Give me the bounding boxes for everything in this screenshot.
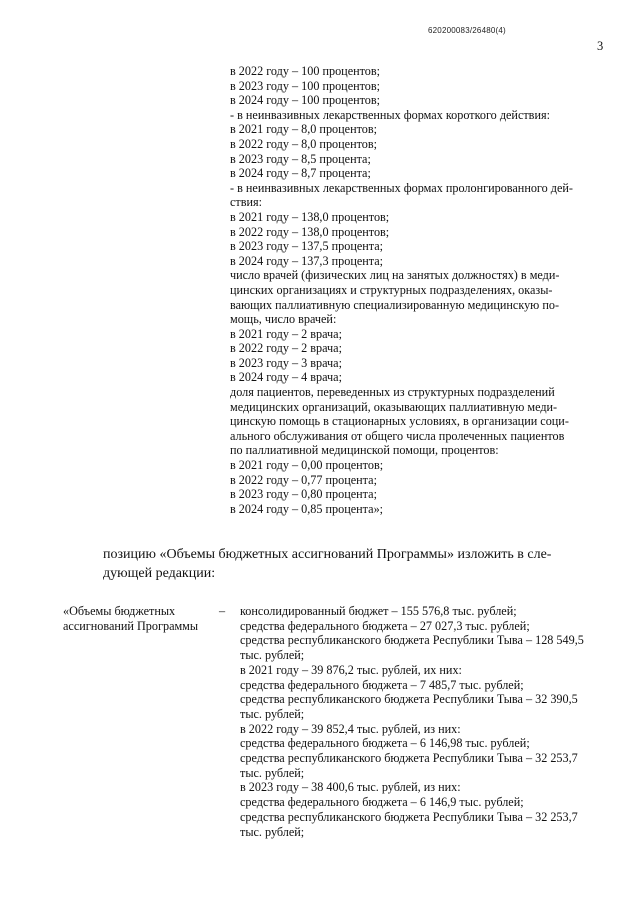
- text-line: в 2023 году – 38 400,6 тыс. рублей, из них:: [240, 780, 461, 795]
- text-line: мощь, число врачей:: [230, 312, 337, 327]
- text-line: в 2021 году – 2 врача;: [230, 326, 342, 341]
- text-line: вающих паллиативную специализированную медицинскую по-: [230, 297, 559, 312]
- intro-paragraph: [103, 545, 608, 583]
- position-label: [63, 604, 213, 633]
- text-line: в 2023 году – 3 врача;: [230, 355, 342, 370]
- text-line: тыс. рублей;: [240, 706, 305, 721]
- text-line: в 2024 году – 137,3 процента;: [230, 253, 384, 268]
- text-line: консолидированный бюджет – 155 576,8 тыс. рублей;: [240, 604, 517, 618]
- text-line: тыс. рублей;: [240, 648, 305, 663]
- text-line: медицинских организаций, оказывающих паллиативную меди-: [230, 399, 558, 414]
- text-line: в 2022 году – 8,0 процентов;: [230, 136, 377, 151]
- targets-text-block: [230, 64, 605, 516]
- text-line: средства республиканского бюджета Республики Тыва – 32 253,7: [240, 751, 578, 766]
- text-line: в 2023 году – 8,5 процента;: [230, 151, 371, 166]
- text-line: в 2024 году – 0,85 процента»;: [230, 501, 384, 516]
- text-line: в 2024 году – 4 врача;: [230, 370, 342, 385]
- text-line: ассигнований Программы: [63, 618, 199, 633]
- text-line: тыс. рублей;: [240, 765, 305, 780]
- text-line: - в неинвазивных лекарственных формах короткого действия:: [230, 107, 550, 122]
- text-line: в 2022 году – 39 852,4 тыс. рублей, из них:: [240, 721, 461, 736]
- text-line: средства федерального бюджета – 7 485,7 тыс. рублей;: [240, 677, 524, 692]
- separator-dash: –: [219, 604, 226, 618]
- text-line: доля пациентов, переведенных из структурных подразделений: [230, 385, 555, 400]
- text-line: ствия:: [230, 195, 263, 210]
- text-line: в 2022 году – 138,0 процентов;: [230, 224, 390, 239]
- document-code: 620200083/26480(4): [428, 26, 506, 35]
- text-line: средства федерального бюджета – 6 146,98 тыс. рублей;: [240, 736, 530, 751]
- text-line: - в неинвазивных лекарственных формах пролонгированного дей-: [230, 180, 573, 195]
- text-line: в 2021 году – 0,00 процентов;: [230, 458, 384, 473]
- text-line: в 2024 году – 100 процентов;: [230, 93, 381, 108]
- text-line: цинскую помощь в стационарных условиях, в организации соци-: [230, 414, 569, 429]
- text-line: средства федерального бюджета – 6 146,9 тыс. рублей;: [240, 795, 524, 810]
- text-line: в 2024 году – 8,7 процента;: [230, 166, 371, 181]
- text-line: в 2021 году – 39 876,2 тыс. рублей, их них:: [240, 662, 462, 677]
- page-number: 3: [597, 39, 604, 53]
- text-line: дующей редакции:: [103, 566, 216, 581]
- text-line: тыс. рублей;: [240, 824, 305, 839]
- text-line: в 2022 году – 2 врача;: [230, 341, 342, 356]
- text-line: число врачей (физических лиц на занятых должностях) в меди-: [230, 268, 560, 283]
- text-line: цинских организациях и структурных подразделениях, оказы-: [230, 282, 553, 297]
- text-line: позицию «Объемы бюджетных ассигнований Программы» изложить в сле-: [103, 547, 552, 562]
- text-line: в 2023 году – 100 процентов;: [230, 78, 381, 93]
- text-line: в 2022 году – 0,77 процента;: [230, 472, 377, 487]
- text-line: «Объемы бюджетных: [63, 604, 176, 618]
- text-line: в 2021 году – 138,0 процентов;: [230, 209, 390, 224]
- text-line: в 2023 году – 0,80 процента;: [230, 487, 377, 502]
- text-line: средства федерального бюджета – 27 027,3 тыс. рублей;: [240, 618, 530, 633]
- text-line: ального обслуживания от общего числа пролеченных пациентов: [230, 428, 565, 443]
- text-line: по паллиативной медицинской помощи, процентов:: [230, 443, 499, 458]
- text-line: средства республиканского бюджета Республики Тыва – 32 390,5: [240, 692, 578, 707]
- text-line: в 2023 году – 137,5 процента;: [230, 239, 384, 254]
- text-line: в 2022 году – 100 процентов;: [230, 64, 381, 78]
- text-line: средства республиканского бюджета Республики Тыва – 32 253,7: [240, 809, 578, 824]
- text-line: средства республиканского бюджета Республики Тыва – 128 549,5: [240, 633, 584, 648]
- budget-details: [240, 604, 610, 839]
- text-line: в 2021 году – 8,0 процентов;: [230, 122, 377, 137]
